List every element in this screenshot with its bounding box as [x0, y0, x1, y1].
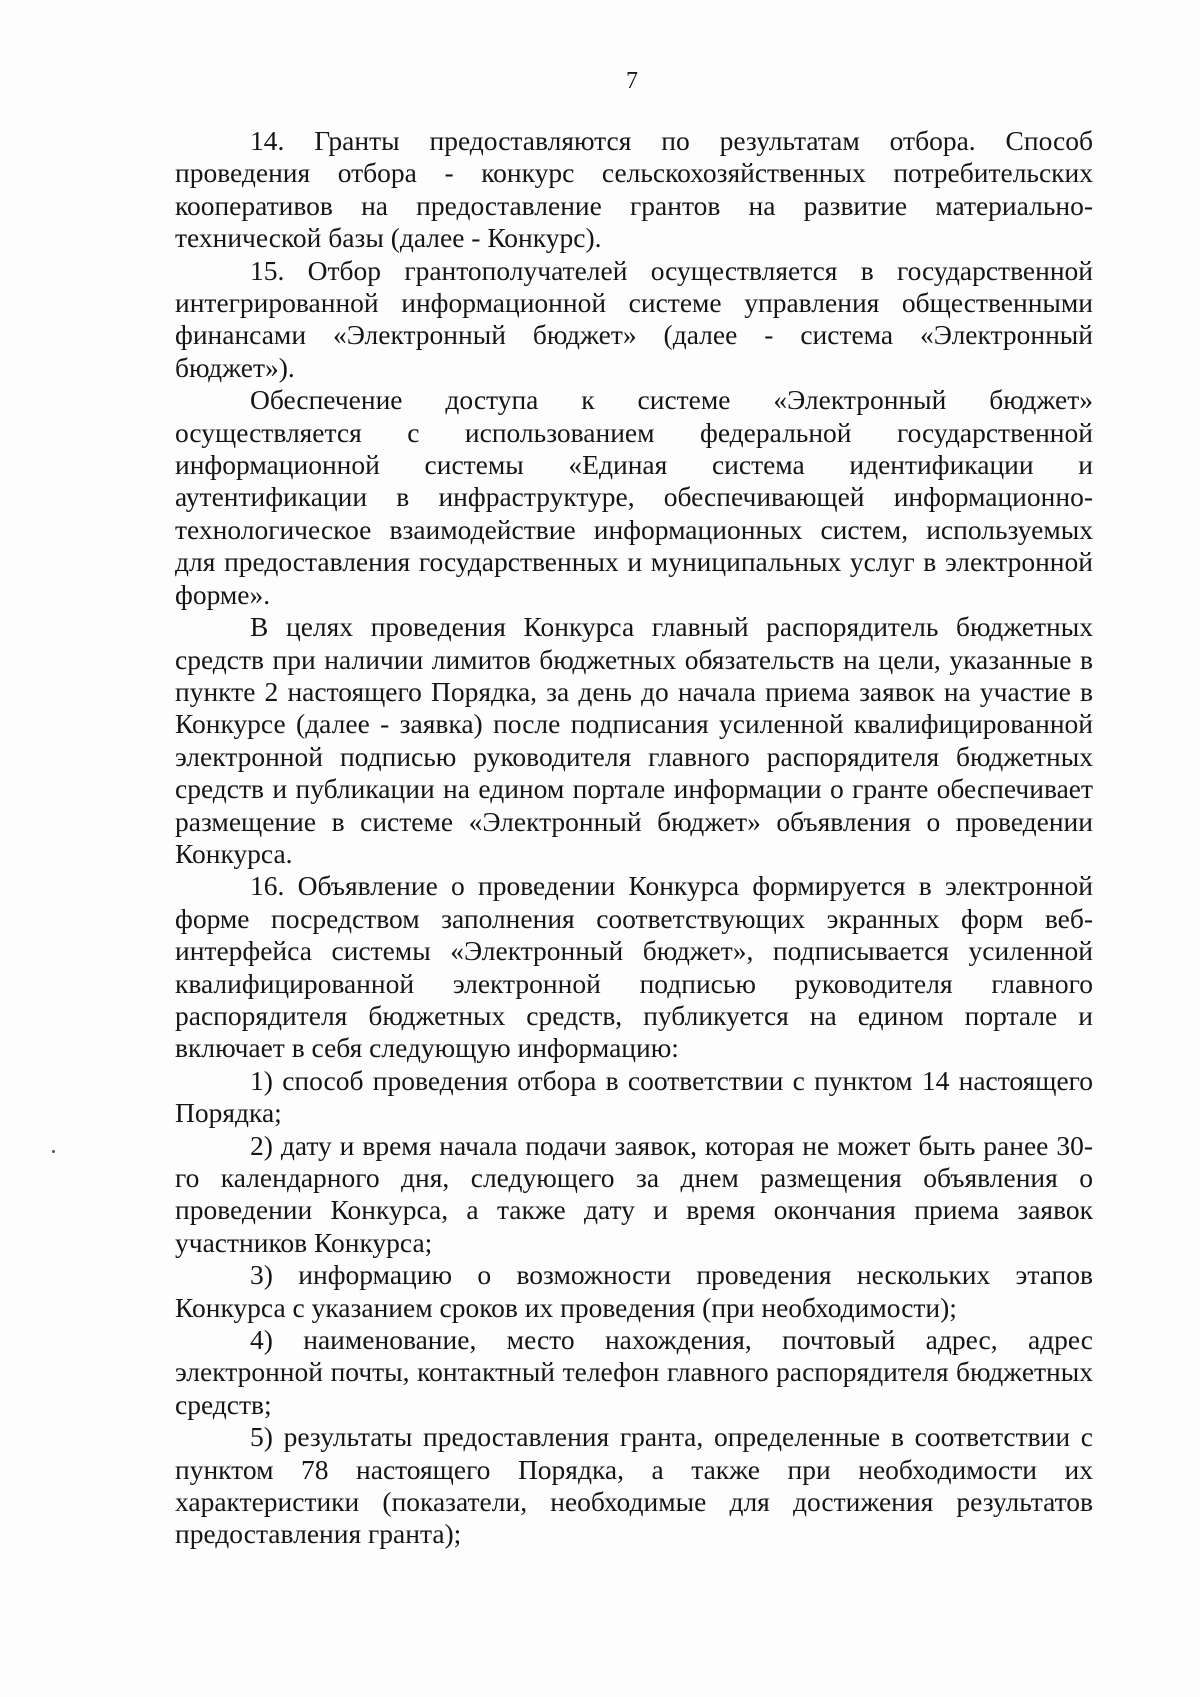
paragraph-system-access: Обеспечение доступа к системе «Электронный бюджет» осуществляется с использованием федеральной государственной информационной системы «Единая система идентификации и аутентификации в инфраструктуре, обеспечивающей информационно-технологическое взаимодействие информационных систем, используемых для предоставления государственных и муниципальных услуг в электронной форме». — [175, 384, 1093, 610]
page-number: 7 — [626, 68, 638, 94]
list-item-5: 5) результаты предоставления гранта, определенные в соответствии с пунктом 78 настоящего Порядка, а также при необходимости их характеристики (показатели, необходимые для достижения результатов предоставления гранта); — [175, 1421, 1093, 1550]
paragraph-16: 16. Объявление о проведении Конкурса формируется в электронной форме посредством заполнения соответствующих экранных форм веб-интерфейса системы «Электронный бюджет», подписывается усиленной квалифицированной электронной подписью руководителя главного распорядителя бюджетных средств, публикуется на едином портале и включает в себя следующую информацию: — [175, 870, 1093, 1064]
paragraph-contest-purpose: В целях проведения Конкурса главный распорядитель бюджетных средств при наличии лимитов бюджетных обязательств на цели, указанные в пункте 2 настоящего Порядка, за день до начала приема заявок на участие в Конкурсе (далее - заявка) после подписания усиленной квалифицированной электронной подписью руководителя главного распорядителя бюджетных средств и публикации на едином портале информации о гранте обеспечивает размещение в системе «Электронный бюджет» объявления о проведении Конкурса. — [175, 611, 1093, 869]
list-item-3: 3) информацию о возможности проведения нескольких этапов Конкурса с указанием сроков их проведения (при необходимости); — [175, 1259, 1093, 1323]
document-body — [175, 125, 1093, 1551]
list-item-2: 2) дату и время начала подачи заявок, которая не может быть ранее 30-го календарного дня, следующего за днем размещения объявления о проведении Конкурса, а также дату и время окончания приема заявок участников Конкурса; — [175, 1129, 1093, 1258]
list-item-1: 1) способ проведения отбора в соответствии с пунктом 14 настоящего Порядка; — [175, 1064, 1093, 1129]
paragraph-15: 15. Отбор грантополучателей осуществляется в государственной интегрированной информационной системе управления общественными финансами «Электронный бюджет» (далее - система «Электронный бюджет»). — [175, 254, 1093, 383]
list-item-4: 4) наименование, место нахождения, почтовый адрес, адрес электронной почты, контактный телефон главного распорядителя бюджетных средств; — [175, 1324, 1093, 1420]
scan-speck — [52, 1150, 55, 1153]
paragraph-14: 14. Гранты предоставляются по результатам отбора. Способ проведения отбора - конкурс сельскохозяйственных потребительских кооперативов на предоставление грантов на развитие материально-технической базы (далее - Конкурс). — [175, 125, 1093, 254]
